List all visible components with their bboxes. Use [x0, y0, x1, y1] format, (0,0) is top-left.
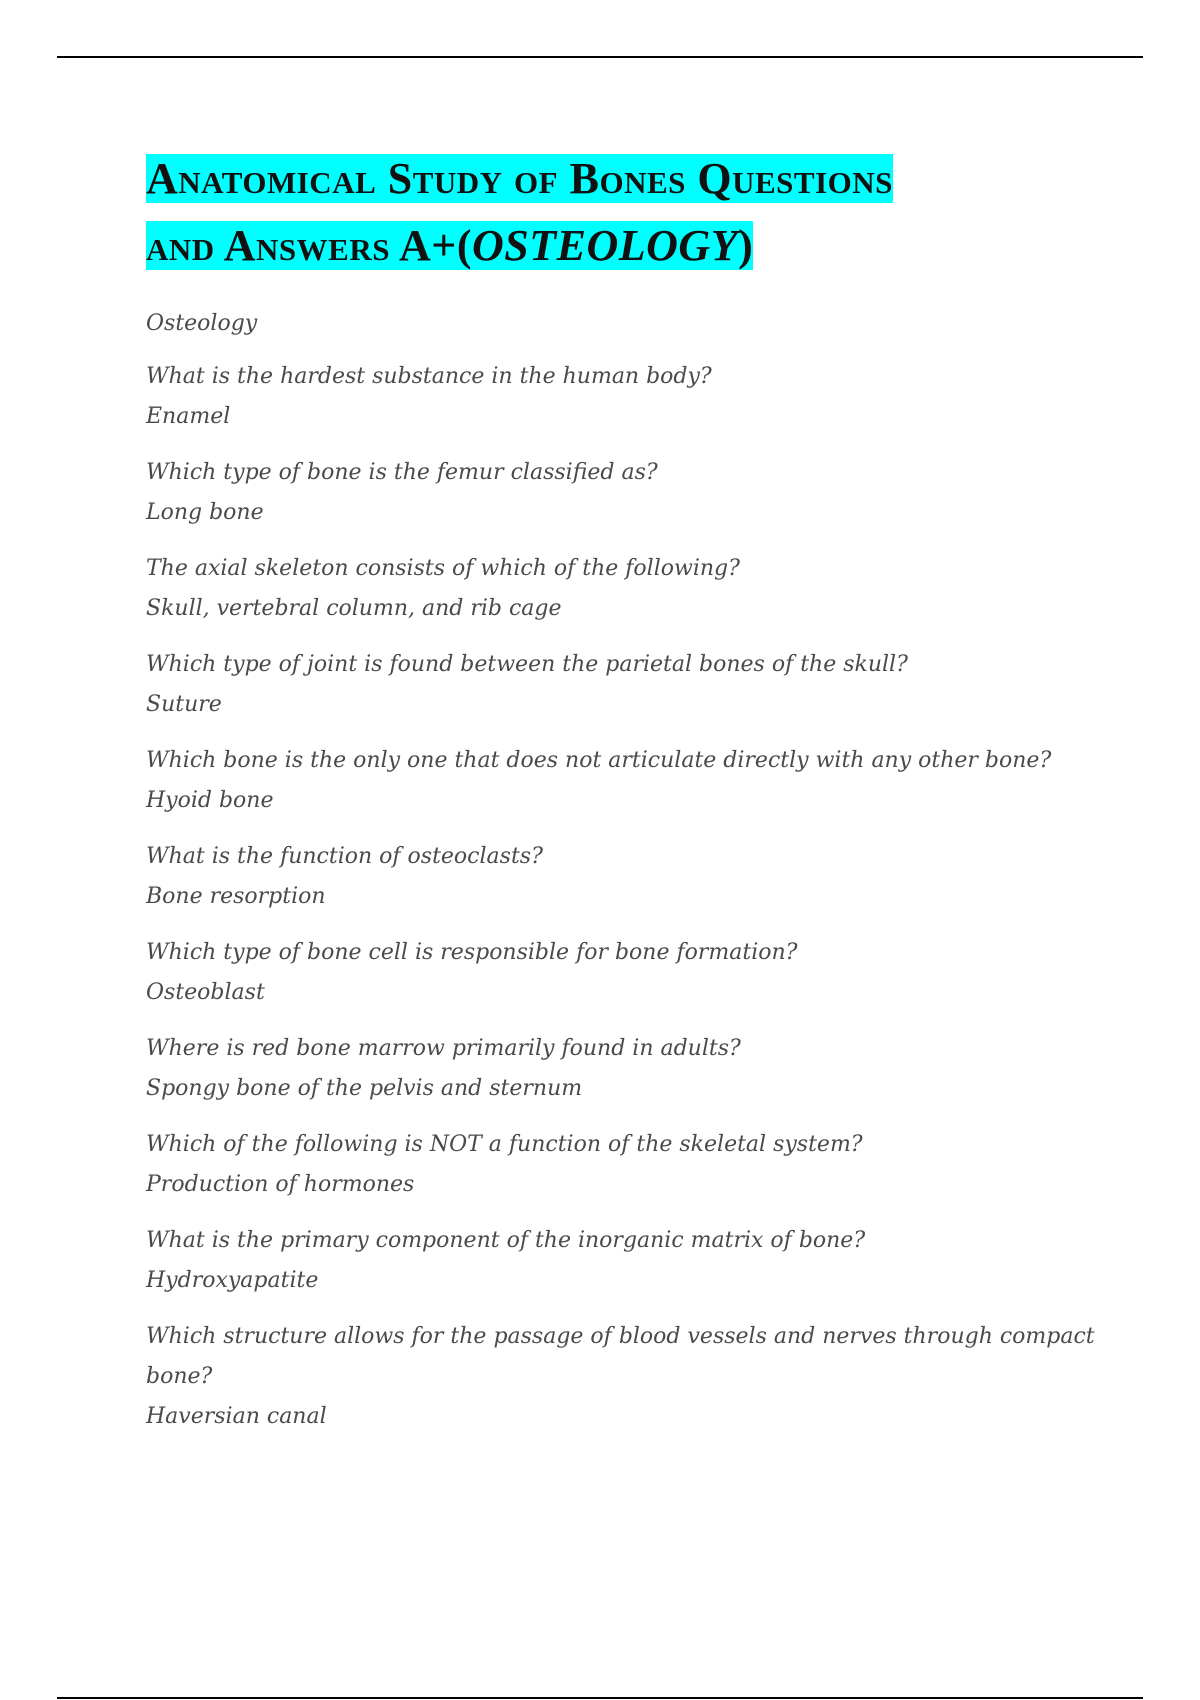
document-title [146, 145, 1146, 279]
answer-text: Production of hormones [146, 1172, 415, 1197]
question-text: What is the primary component of the inorganic matrix of bone? [146, 1228, 866, 1253]
question-text: Which type of joint is found between the parietal bones of the skull? [146, 652, 908, 677]
qa-item [146, 549, 1146, 629]
qa-item [146, 837, 1146, 917]
answer-text: Spongy bone of the pelvis and sternum [146, 1076, 583, 1101]
footer-rule [57, 1697, 1143, 1699]
title-emphasis: OSTEOLOGY [472, 221, 739, 270]
question-text: Which of the following is NOT a function of the skeletal system? [146, 1132, 863, 1157]
qa-item [146, 1221, 1146, 1301]
qa-item [146, 1029, 1146, 1109]
answer-text: Enamel [146, 404, 231, 429]
answer-text: Hydroxyapatite [146, 1268, 319, 1293]
question-text: What is the hardest substance in the human body? [146, 364, 712, 389]
qa-item [146, 645, 1146, 725]
title-line-2: and Answers A+( [146, 221, 473, 270]
answer-text: Suture [146, 692, 222, 717]
answer-text: Skull, vertebral column, and rib cage [146, 596, 562, 621]
qa-item [146, 1125, 1146, 1205]
answer-text: Bone resorption [146, 884, 326, 909]
header-rule [57, 56, 1143, 58]
document-subtitle: Osteology [146, 311, 258, 336]
question-text: Where is red bone marrow primarily found in adults? [146, 1036, 741, 1061]
qa-item [146, 453, 1146, 533]
answer-text: Osteoblast [146, 980, 265, 1005]
qa-item [146, 1317, 1146, 1437]
qa-list [146, 357, 1146, 1437]
qa-item [146, 741, 1146, 821]
title-line-1: Anatomical Study of Bones Questions [146, 154, 893, 203]
qa-item [146, 933, 1146, 1013]
title-highlight [146, 154, 893, 270]
question-text: Which type of bone cell is responsible for bone formation? [146, 940, 798, 965]
answer-text: Long bone [146, 500, 264, 525]
title-close: ) [738, 221, 754, 270]
answer-text: Haversian canal [146, 1404, 327, 1429]
qa-item [146, 357, 1146, 437]
document-page [146, 145, 1146, 1453]
answer-text: Hyoid bone [146, 788, 274, 813]
question-text: Which type of bone is the femur classified as? [146, 460, 658, 485]
question-text: Which structure allows for the passage of blood vessels and nerves through compact bone? [146, 1324, 1095, 1389]
question-text: Which bone is the only one that does not articulate directly with any other bone? [146, 748, 1052, 773]
question-text: What is the function of osteoclasts? [146, 844, 543, 869]
question-text: The axial skeleton consists of which of the following? [146, 556, 740, 581]
